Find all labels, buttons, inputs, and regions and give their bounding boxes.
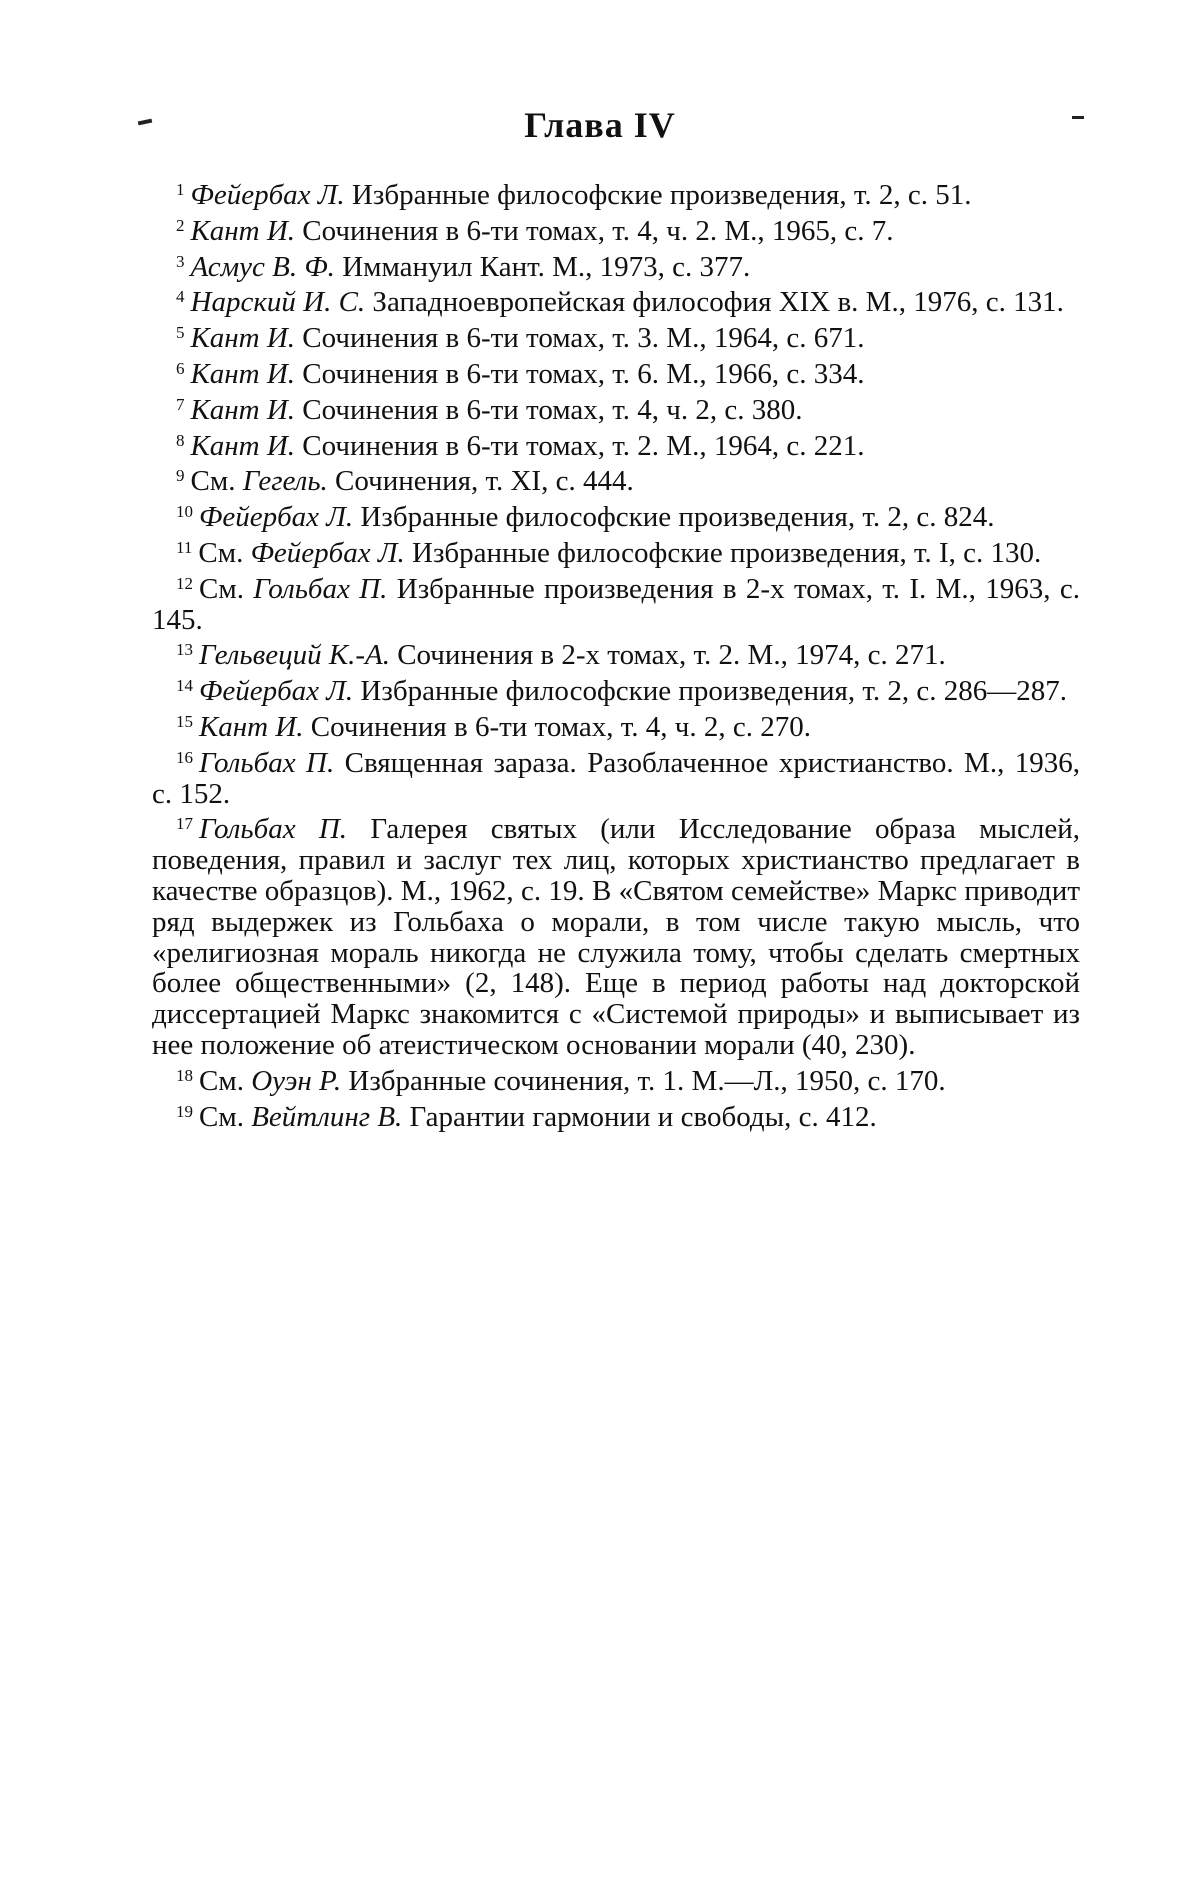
footnote-author: Асмус В. Ф. xyxy=(190,250,335,283)
chapter-title: Глава IV xyxy=(524,105,676,145)
footnote-prefix: См. xyxy=(199,572,254,605)
footnote-number: 2 xyxy=(176,215,185,235)
footnote-author: Кант И. xyxy=(190,357,296,390)
footnote-2 xyxy=(152,211,1080,247)
footnote-17 xyxy=(152,809,1080,1060)
footnote-1 xyxy=(152,175,1080,211)
footnote-number: 18 xyxy=(176,1065,193,1085)
footnote-number: 15 xyxy=(176,711,193,731)
footnote-author: Кант И. xyxy=(190,393,296,426)
footnote-5 xyxy=(152,318,1080,354)
footnote-number: 17 xyxy=(176,814,193,834)
footnote-number: 14 xyxy=(176,676,193,696)
footnote-19 xyxy=(152,1097,1080,1133)
footnote-author: Оуэн Р. xyxy=(251,1064,342,1097)
footnote-number: 12 xyxy=(176,573,193,593)
footnote-number: 4 xyxy=(176,287,185,307)
footnote-text: Сочинения, т. XI, с. 444. xyxy=(327,465,634,498)
footnote-text: Сочинения в 6-ти томах, т. 3. М., 1964, с. 671. xyxy=(295,322,865,355)
footnote-number: 16 xyxy=(176,747,193,767)
footnote-text: Сочинения в 2-х томах, т. 2. М., 1974, с. 271. xyxy=(389,639,946,672)
footnote-text: Сочинения в 6-ти томах, т. 6. М., 1966, с. 334. xyxy=(295,357,865,390)
footnote-number: 7 xyxy=(176,394,185,414)
footnote-author: Фейербах Л. xyxy=(199,501,354,534)
footnote-number: 1 xyxy=(176,180,185,199)
footnote-6 xyxy=(152,354,1080,390)
footnote-number: 13 xyxy=(176,640,193,660)
footnote-number: 9 xyxy=(176,466,185,486)
footnote-text: Избранные сочинения, т. 1. М.—Л., 1950, с. 170. xyxy=(341,1064,946,1097)
footnote-author: Гольбах П. xyxy=(199,813,348,846)
footnote-text: Избранные философские произведения, т. 2, с. 824. xyxy=(353,501,995,534)
footnote-author: Кант И. xyxy=(190,214,296,247)
footnote-prefix: См. xyxy=(190,465,243,498)
footnote-author: Гольбах П. xyxy=(199,746,335,779)
footnote-9 xyxy=(152,461,1080,497)
footnote-12 xyxy=(152,569,1080,636)
footnote-text: Галерея святых (или Исследование образа мыслей, поведения, правил и заслуг тех лиц, которых христианство предлагает в качестве образцов). М., 1962, с. 19. В «Святом семействе» Маркс приводит ряд выдержек из Гольбаха о морали, в том числе такую мысль, что «религиозная мораль никогда не служила тому, чтобы сделать смертных более общественными» (2, 148). Еще в период работы над докторской диссертацией Маркс знакомится с «Системой природы» и выписывает из нее положение об атеистическом основании морали (40, 230). xyxy=(152,813,1081,1061)
footnote-13 xyxy=(152,635,1080,671)
footnote-number: 5 xyxy=(176,323,185,343)
footnote-text: Избранные произведения в 2-х томах, т. I. М., 1963, с. 145. xyxy=(152,572,1081,636)
footnote-8 xyxy=(152,426,1080,462)
footnote-16 xyxy=(152,743,1080,810)
footnote-text: Иммануил Кант. М., 1973, с. 377. xyxy=(334,250,751,283)
footnote-author: Кант И. xyxy=(199,710,304,743)
footnote-text: Избранные философские произведения, т. 2, с. 51. xyxy=(344,179,972,211)
footnote-14 xyxy=(152,671,1080,707)
footnote-text: Сочинения в 6-ти томах, т. 4, ч. 2, с. 380. xyxy=(295,393,803,426)
footnote-author: Кант И. xyxy=(190,429,296,462)
footnote-number: 11 xyxy=(176,537,193,557)
footnote-author: Гельвеций К.-А. xyxy=(199,639,390,672)
footnote-author: Вейтлинг В. xyxy=(251,1100,403,1133)
footnote-author: Фейербах Л. xyxy=(199,675,354,708)
footnote-11 xyxy=(152,533,1080,569)
footnote-prefix: См. xyxy=(198,536,251,569)
footnote-3 xyxy=(152,247,1080,283)
footnote-text: Избранные философские произведения, т. 2, с. 286—287. xyxy=(353,675,1067,708)
footnote-number: 3 xyxy=(176,251,185,271)
footnote-text: Западноевропейская философия XIX в. М., 1976, с. 131. xyxy=(365,286,1064,319)
footnote-author: Гольбах П. xyxy=(253,572,388,605)
footnote-4 xyxy=(152,282,1080,318)
footnote-author: Фейербах Л. xyxy=(250,536,405,569)
footnote-prefix: См. xyxy=(199,1100,252,1133)
footnote-number: 19 xyxy=(176,1101,193,1121)
footnotes-list xyxy=(152,175,1080,1132)
footnote-7 xyxy=(152,390,1080,426)
footnote-number: 8 xyxy=(176,430,185,450)
footnote-text: Священная зараза. Разоблаченное христианство. М., 1936, с. 152. xyxy=(152,746,1081,810)
footnote-15 xyxy=(152,707,1080,743)
footnote-prefix: См. xyxy=(199,1064,252,1097)
footnote-author: Гегель. xyxy=(242,465,328,498)
footnote-text: Гарантии гармонии и свободы, с. 412. xyxy=(402,1100,877,1133)
footnote-text: Сочинения в 6-ти томах, т. 4, ч. 2. М., 1965, с. 7. xyxy=(295,214,894,247)
footnote-number: 6 xyxy=(176,358,185,378)
footnote-author: Фейербах Л. xyxy=(190,179,345,211)
footnote-text: Сочинения в 6-ти томах, т. 4, ч. 2, с. 270. xyxy=(303,710,812,743)
footnote-author: Нарский И. С. xyxy=(190,286,366,319)
footnote-author: Кант И. xyxy=(190,322,296,355)
footnote-18 xyxy=(152,1061,1080,1097)
footnote-number: 10 xyxy=(176,502,193,522)
footnote-10 xyxy=(152,497,1080,533)
footnote-text: Сочинения в 6-ти томах, т. 2. М., 1964, с. 221. xyxy=(295,429,865,462)
footnote-text: Избранные философские произведения, т. I, с. 130. xyxy=(404,536,1042,569)
